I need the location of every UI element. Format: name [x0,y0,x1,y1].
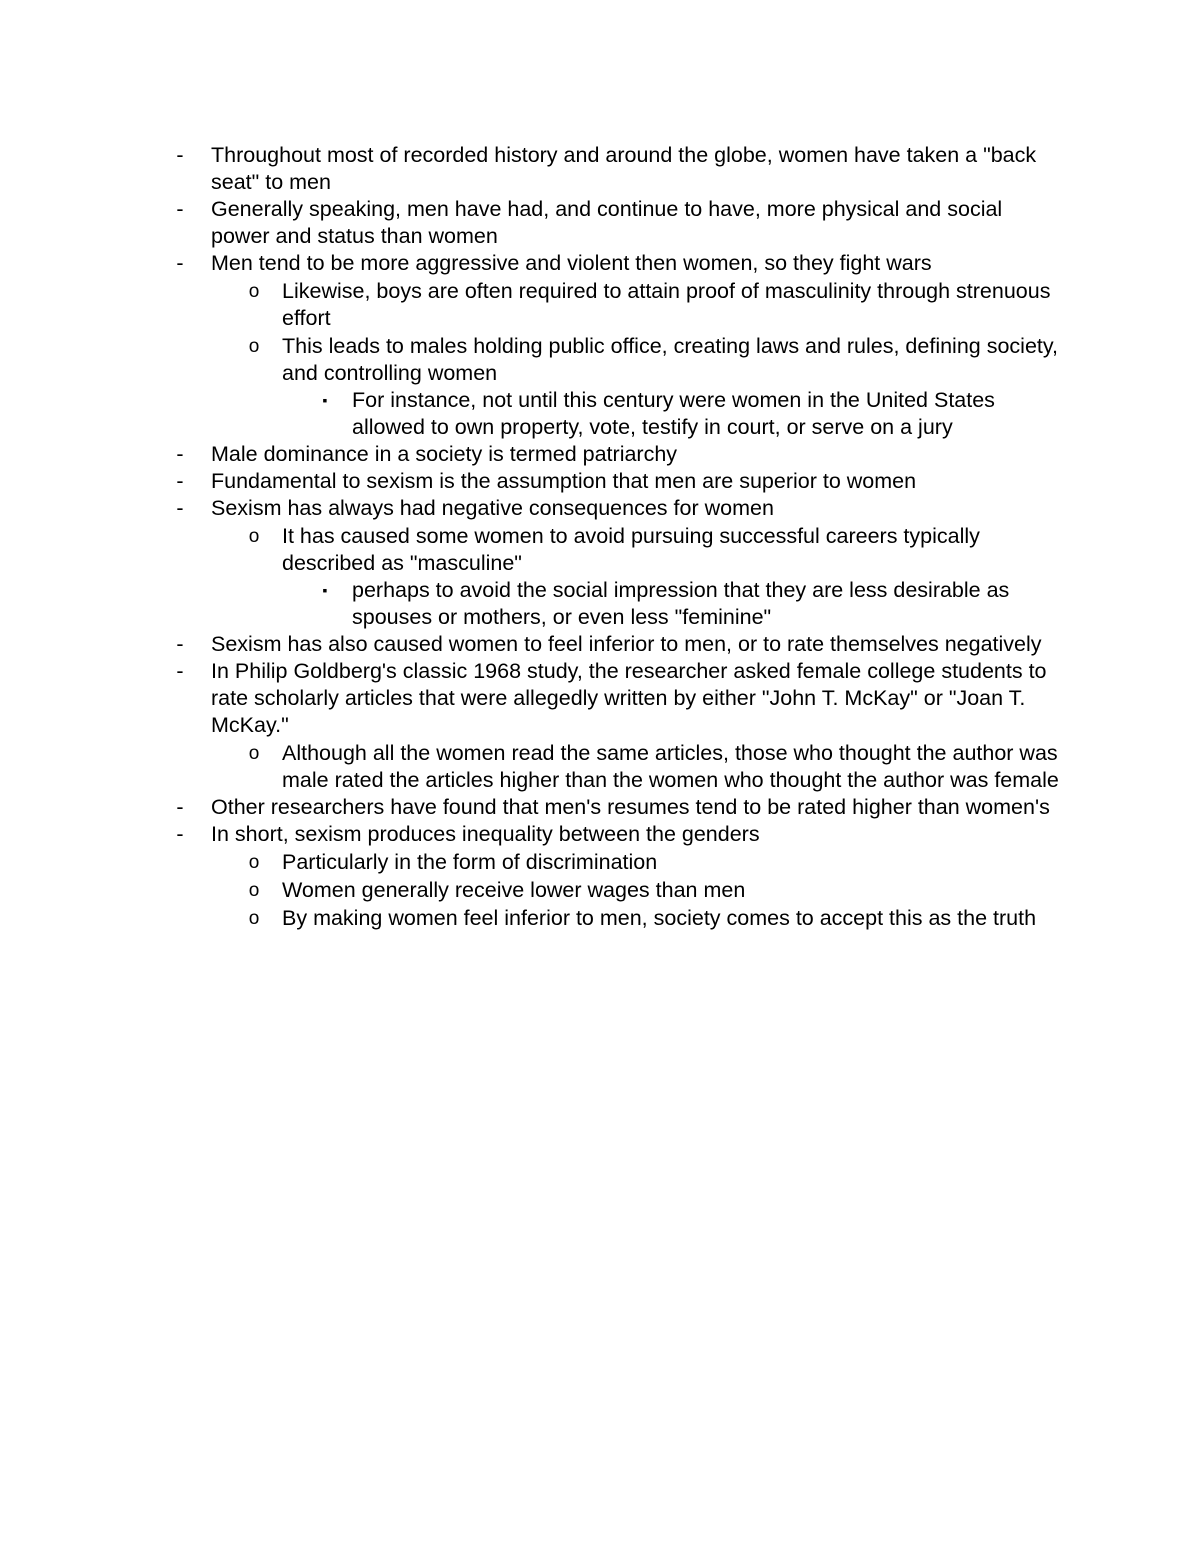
circle-bullet-icon: o [248,526,260,547]
list-item [0,278,1072,332]
circle-bullet-icon: o [248,880,260,901]
list-item [0,387,1072,441]
dash-bullet-icon: - [176,632,184,656]
list-item [0,250,1061,277]
list-item [0,658,1061,739]
list-item [0,794,1061,821]
dash-bullet-icon: - [176,822,184,846]
circle-bullet-icon: o [248,852,260,873]
list-item-text: This leads to males holding public office, creating laws and rules, defining society, and controlling women [282,334,1059,385]
list-item-text: In short, sexism produces inequality between the genders [211,822,760,846]
list-item [0,196,1061,250]
dash-bullet-icon: - [176,795,184,819]
list-item [0,441,1061,468]
dash-bullet-icon: - [176,496,184,520]
list-item [0,495,1061,522]
list-item-text: Women generally receive lower wages than men [282,878,746,902]
list-item-text: Likewise, boys are often required to attain proof of masculinity through strenuous effort [282,279,1051,330]
list-item [0,468,1061,495]
circle-bullet-icon: o [248,281,260,302]
list-item-text: Although all the women read the same articles, those who thought the author was male rated the articles higher than the women who thought the author was female [282,741,1059,792]
list-item [0,523,1072,577]
list-item-text: Men tend to be more aggressive and violent then women, so they fight wars [211,251,932,275]
list-item [0,877,1072,904]
list-item [0,631,1061,658]
list-item-text: Particularly in the form of discrimination [282,850,658,874]
dash-bullet-icon: - [176,197,184,221]
list-item [0,142,1061,196]
circle-bullet-icon: o [248,908,260,929]
dash-bullet-icon: - [176,143,184,167]
list-item-text: Fundamental to sexism is the assumption that men are superior to women [211,469,917,493]
list-item-text: It has caused some women to avoid pursuing successful careers typically described as "masculine" [282,524,980,575]
list-item-text: In Philip Goldberg's classic 1968 study, the researcher asked female college students to rate scholarly articles that were allegedly written by either "John T. McKay" or "Joan T. McKay." [211,659,1047,737]
list-item-text: perhaps to avoid the social impression that they are less desirable as spouses or mothers, or even less "feminine" [352,578,1010,629]
list-item [0,821,1061,848]
list-item [0,740,1072,794]
list-item-text: Male dominance in a society is termed patriarchy [211,442,678,466]
list-item-text: Sexism has always had negative consequences for women [211,496,774,520]
list-item [0,905,1072,932]
square-bullet-icon: ▪ [322,392,328,408]
list-item [0,333,1072,387]
list-item-text: Throughout most of recorded history and around the globe, women have taken a "back seat" to men [211,143,1037,194]
dash-bullet-icon: - [176,251,184,275]
list-item-text: For instance, not until this century were women in the United States allowed to own property, vote, testify in court, or serve on a jury [352,388,995,439]
list-item-text: By making women feel inferior to men, society comes to accept this as the truth [282,906,1037,930]
dash-bullet-icon: - [176,469,184,493]
square-bullet-icon: ▪ [322,582,328,598]
list-item [0,849,1072,876]
notes-list [0,142,1200,932]
dash-bullet-icon: - [176,659,184,683]
circle-bullet-icon: o [248,336,260,357]
list-item [0,577,1072,631]
list-item-text: Other researchers have found that men's resumes tend to be rated higher than women's [211,795,1050,819]
list-item-text: Sexism has also caused women to feel inferior to men, or to rate themselves negatively [211,632,1042,656]
list-item-text: Generally speaking, men have had, and continue to have, more physical and social power and status than women [211,197,1003,248]
circle-bullet-icon: o [248,743,260,764]
dash-bullet-icon: - [176,442,184,466]
